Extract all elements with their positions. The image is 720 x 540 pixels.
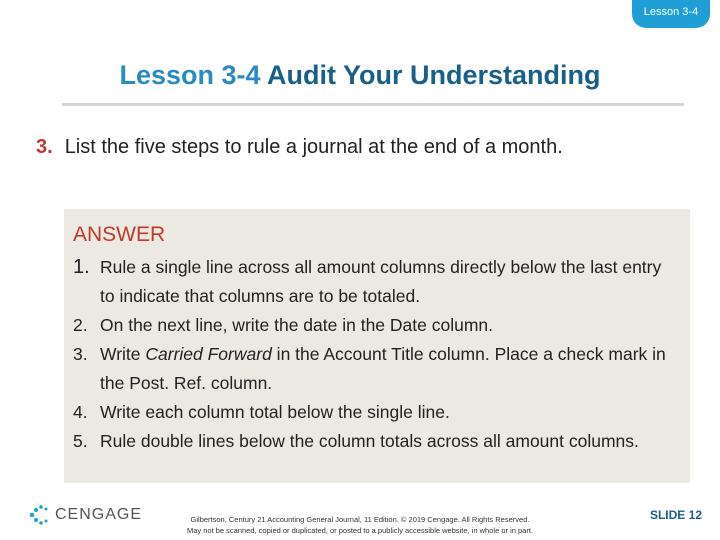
answer-item-text: Rule a single line across all amount columns directly below the last entry to indicate that columns are to be totaled.: [100, 257, 662, 306]
answer-item-number: 3.: [73, 344, 88, 364]
copyright-notice: [140, 514, 580, 536]
answer-item: [73, 311, 673, 340]
answer-item: [73, 398, 673, 427]
question-text: List the five steps to rule a journal at the end of a month.: [64, 136, 563, 158]
answer-item-number: 5.: [73, 431, 88, 451]
title-divider: [62, 103, 684, 106]
answer-item-text: [100, 344, 666, 393]
answer-item: [73, 253, 673, 311]
lesson-tab: Lesson 3-4: [632, 0, 710, 28]
question: [36, 136, 563, 159]
title-text: Audit Your Understanding: [267, 60, 601, 90]
copyright-line-2: May not be scanned, copied or duplicated, or posted to a publicly accessible website, in whole or in part.: [186, 526, 534, 535]
answer-item: [73, 340, 673, 398]
answer-item-emphasis: Carried Forward: [145, 344, 272, 364]
answer-item-text: On the next line, write the date in the Date column.: [100, 315, 493, 335]
cengage-logo-text: CENGAGE: [55, 506, 143, 523]
cengage-logo: [28, 504, 142, 526]
answer-label: ANSWER: [73, 223, 166, 246]
slide-title: [0, 60, 720, 91]
answer-item-text-post: in the Account Title column. Place a check mark in the Post. Ref. column.: [100, 344, 666, 393]
answer-item-text: Rule double lines below the column totals across all amount columns.: [100, 431, 639, 451]
answer-list: [73, 253, 673, 456]
answer-item-number: 2.: [73, 315, 88, 335]
answer-item-number: 4.: [73, 402, 88, 422]
cengage-logo-icon: [28, 504, 50, 526]
answer-item-text-pre: Write: [100, 344, 146, 364]
answer-item: [73, 427, 673, 456]
copyright-line-1: Gilbertson, Century 21 Accounting General Journal, 11 Edition. © 2019 Cengage. All Rights Reserved.: [190, 515, 530, 524]
answer-box: [64, 209, 690, 483]
title-lesson-number: Lesson 3-4: [119, 60, 261, 90]
slide-number: SLIDE 12: [649, 508, 702, 522]
answer-item-number: 1.: [73, 256, 90, 278]
answer-item-text: Write each column total below the single line.: [100, 402, 450, 422]
question-number: 3.: [36, 136, 53, 158]
